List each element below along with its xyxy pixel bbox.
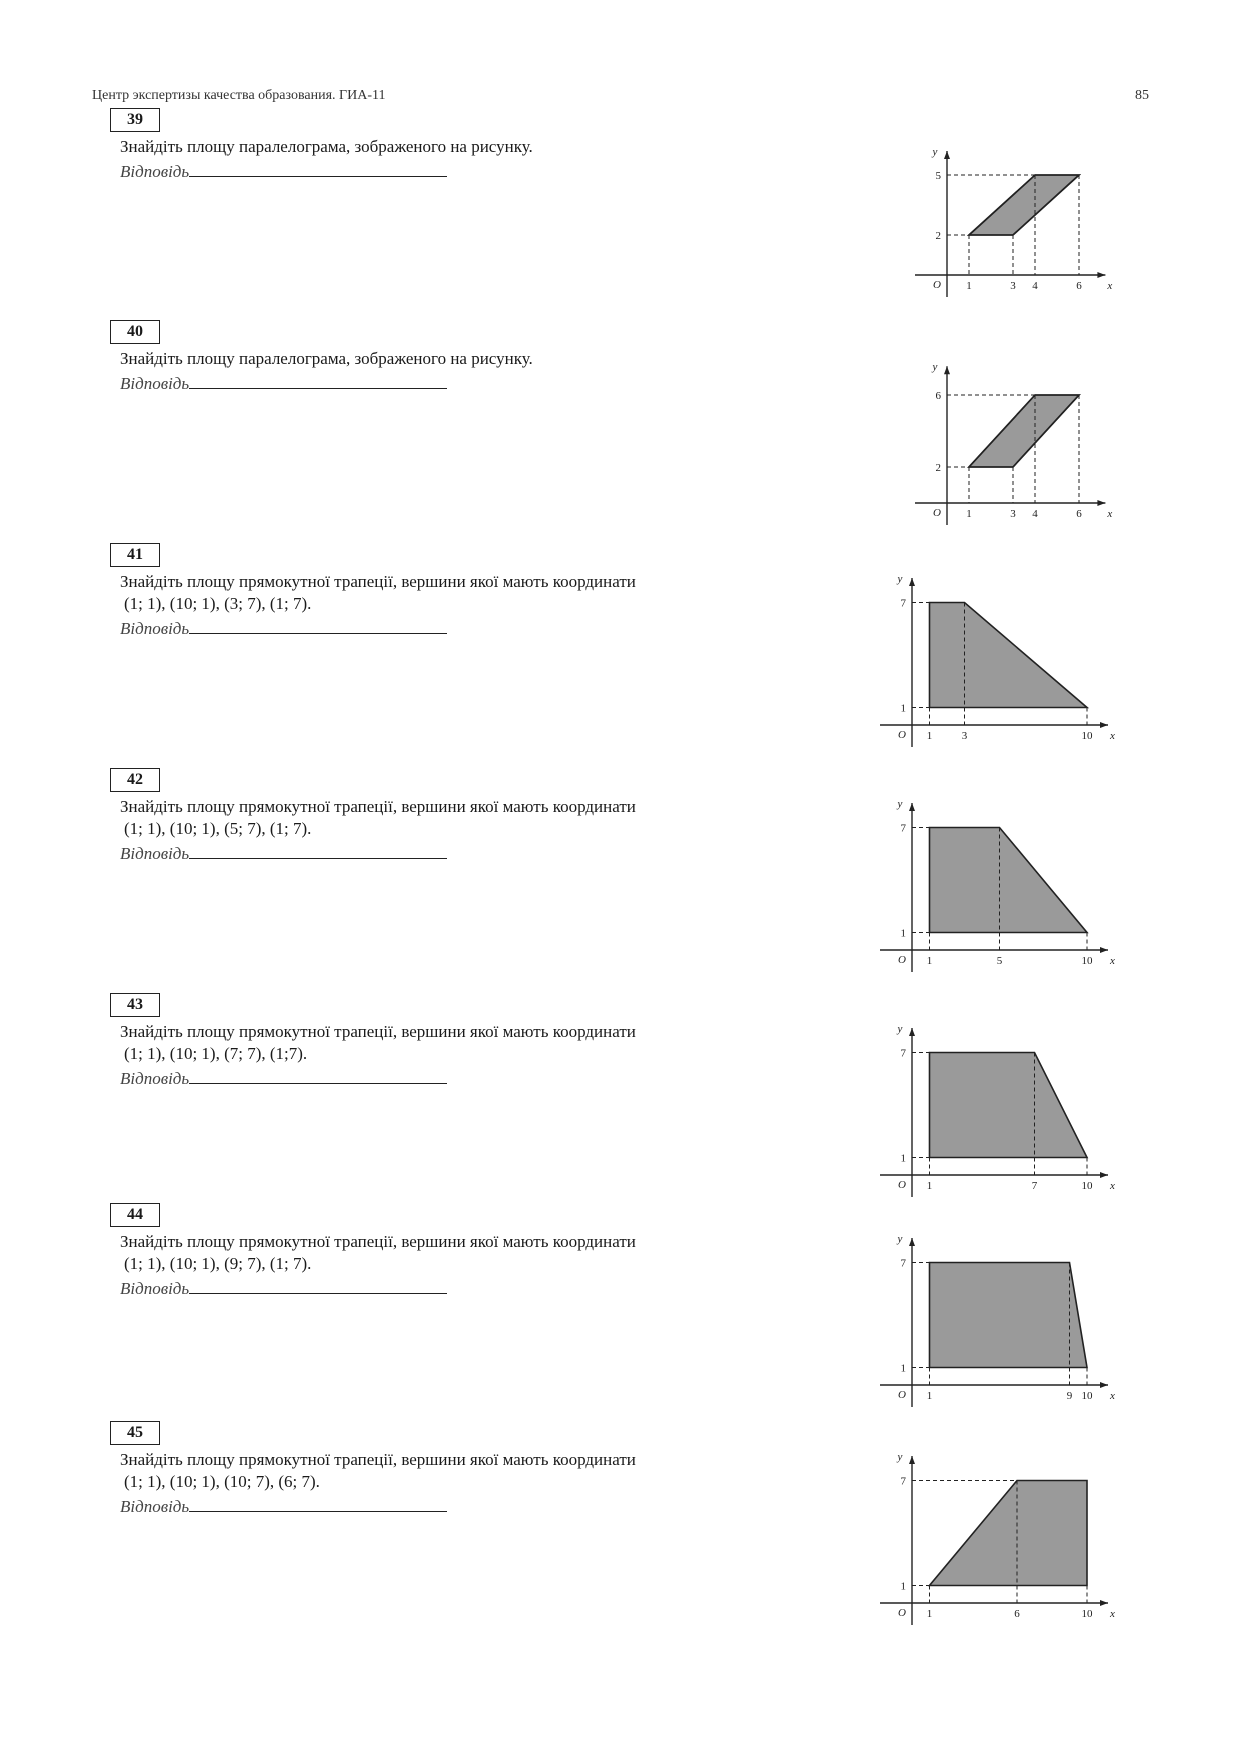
page-header-title: Центр экспертизы качества образования. ГИА-11 [92, 88, 386, 103]
figure-shape [969, 395, 1079, 467]
task-44 [110, 1203, 790, 1299]
prompt-line: Знайдіть площу прямокутної трапеції, вершини якої мають координати [120, 797, 636, 816]
task-prompt [120, 1449, 790, 1493]
answer-label: Відповідь [120, 844, 190, 863]
answer-row [120, 842, 790, 864]
x-tick-label: 1 [926, 730, 933, 742]
task-45 [110, 1421, 790, 1517]
prompt-line-2: (1; 1), (10; 1), (10; 7), (6; 7). [124, 1472, 320, 1491]
x-tick-label: 5 [996, 955, 1003, 967]
page-number: 85 [1135, 88, 1149, 103]
y-tick-label: 1 [900, 1580, 906, 1593]
figure-43 [870, 1015, 1125, 1205]
answer-row [120, 372, 790, 394]
task-prompt [120, 136, 790, 158]
prompt-line-2: (1; 1), (10; 1), (5; 7), (1; 7). [124, 819, 312, 838]
answer-row [120, 1277, 790, 1299]
origin-label: O [933, 279, 941, 291]
figure-45 [870, 1443, 1125, 1633]
task-40 [110, 320, 790, 394]
answer-row [120, 1495, 790, 1517]
y-tick-label: 2 [935, 462, 941, 474]
y-tick-label: 2 [935, 230, 941, 242]
x-axis-arrow [1097, 500, 1105, 506]
task-prompt [120, 571, 790, 615]
prompt-line: Знайдіть площу прямокутної трапеції, вершини якої мають координати [120, 572, 636, 591]
prompt-line-2: (1; 1), (10; 1), (7; 7), (1;7). [124, 1044, 308, 1063]
task-43 [110, 993, 790, 1089]
origin-label: O [898, 1389, 906, 1401]
y-tick-label: 7 [900, 1475, 906, 1488]
x-axis-arrow [1100, 1382, 1108, 1388]
answer-field[interactable] [189, 617, 447, 634]
figure-shape [930, 1263, 1088, 1368]
task-39 [110, 108, 790, 182]
figure-39 [905, 125, 1125, 300]
y-axis-label: y [897, 1451, 903, 1463]
answer-label: Відповідь [120, 1279, 190, 1298]
x-axis-label: x [1110, 1608, 1115, 1620]
x-axis-arrow [1100, 722, 1108, 728]
answer-field[interactable] [189, 160, 447, 177]
answer-field[interactable] [189, 372, 447, 389]
y-axis-arrow [909, 1238, 915, 1246]
x-axis-label: x [1107, 508, 1113, 520]
x-tick-label: 1 [966, 280, 972, 292]
y-axis-arrow [944, 366, 950, 374]
x-tick-label: 10 [1081, 1180, 1093, 1192]
answer-row [120, 160, 790, 182]
task-number: 44 [110, 1203, 160, 1227]
y-tick-label: 7 [900, 1257, 906, 1270]
x-tick-label: 10 [1081, 955, 1093, 967]
task-number: 45 [110, 1421, 160, 1445]
task-prompt [120, 1021, 790, 1065]
x-tick-label: 1 [926, 955, 933, 967]
y-tick-label: 1 [900, 927, 906, 940]
y-axis-label: y [897, 798, 903, 810]
x-axis-arrow [1100, 1600, 1108, 1606]
origin-label: O [898, 1607, 906, 1619]
x-tick-label: 3 [1010, 508, 1016, 520]
origin-label: O [898, 954, 906, 966]
x-tick-label: 3 [961, 730, 968, 742]
figure-shape [930, 603, 1088, 708]
x-tick-label: 10 [1081, 1390, 1093, 1402]
answer-label: Відповідь [120, 619, 190, 638]
y-axis-arrow [909, 1028, 915, 1036]
x-tick-label: 7 [1031, 1180, 1038, 1192]
prompt-line: Знайдіть площу паралелограма, зображеного на рисунку. [120, 137, 533, 156]
prompt-line: Знайдіть площу паралелограма, зображеного на рисунку. [120, 349, 533, 368]
prompt-line: Знайдіть площу прямокутної трапеції, вершини якої мають координати [120, 1022, 636, 1041]
prompt-line: Знайдіть площу прямокутної трапеції, вершини якої мають координати [120, 1232, 636, 1251]
x-tick-label: 1 [966, 508, 972, 520]
x-axis-label: x [1110, 955, 1115, 967]
figure-41 [870, 565, 1125, 755]
y-tick-label: 1 [900, 1152, 906, 1165]
figure-shape [930, 1053, 1088, 1158]
answer-field[interactable] [189, 1495, 447, 1512]
answer-field[interactable] [189, 1277, 447, 1294]
x-tick-label: 4 [1032, 280, 1038, 292]
task-prompt [120, 1231, 790, 1275]
x-axis-arrow [1097, 272, 1105, 278]
task-number: 43 [110, 993, 160, 1017]
figure-44 [870, 1225, 1125, 1415]
task-number: 42 [110, 768, 160, 792]
figure-42 [870, 790, 1125, 980]
y-tick-label: 1 [900, 1362, 906, 1375]
task-number: 40 [110, 320, 160, 344]
task-42 [110, 768, 790, 864]
answer-row [120, 617, 790, 639]
x-tick-label: 10 [1081, 730, 1093, 742]
y-tick-label: 7 [900, 822, 906, 835]
x-tick-label: 3 [1010, 280, 1016, 292]
y-tick-label: 5 [935, 170, 941, 182]
prompt-line: Знайдіть площу прямокутної трапеції, вершини якої мають координати [120, 1450, 636, 1469]
y-tick-label: 6 [935, 390, 941, 402]
answer-row [120, 1067, 790, 1089]
x-tick-label: 1 [926, 1390, 933, 1402]
answer-label: Відповідь [120, 374, 190, 393]
prompt-line-2: (1; 1), (10; 1), (3; 7), (1; 7). [124, 594, 312, 613]
figure-shape [930, 828, 1088, 933]
y-axis-label: y [932, 146, 938, 158]
x-tick-label: 9 [1066, 1390, 1073, 1402]
origin-label: O [933, 507, 941, 519]
answer-label: Відповідь [120, 162, 190, 181]
task-41 [110, 543, 790, 639]
y-axis-label: y [897, 573, 903, 585]
answer-field[interactable] [189, 842, 447, 859]
origin-label: O [898, 1179, 906, 1191]
y-tick-label: 1 [900, 702, 906, 715]
y-axis-label: y [897, 1023, 903, 1035]
answer-field[interactable] [189, 1067, 447, 1084]
task-prompt [120, 796, 790, 840]
x-axis-label: x [1110, 1180, 1115, 1192]
answer-label: Відповідь [120, 1497, 190, 1516]
task-number: 41 [110, 543, 160, 567]
x-axis-label: x [1110, 1390, 1115, 1402]
y-axis-label: y [897, 1233, 903, 1245]
x-tick-label: 10 [1081, 1608, 1093, 1620]
task-prompt [120, 348, 790, 370]
prompt-line-2: (1; 1), (10; 1), (9; 7), (1; 7). [124, 1254, 312, 1273]
x-tick-label: 1 [926, 1180, 933, 1192]
origin-label: O [898, 729, 906, 741]
figure-40 [905, 343, 1125, 528]
figure-shape [930, 1481, 1088, 1586]
x-tick-label: 6 [1076, 508, 1082, 520]
x-tick-label: 1 [926, 1608, 933, 1620]
x-tick-label: 6 [1014, 1608, 1020, 1620]
x-axis-label: x [1110, 730, 1115, 742]
x-axis-arrow [1100, 947, 1108, 953]
x-axis-label: x [1107, 280, 1113, 292]
y-axis-arrow [909, 578, 915, 586]
answer-label: Відповідь [120, 1069, 190, 1088]
task-number: 39 [110, 108, 160, 132]
y-axis-label: y [932, 361, 938, 374]
y-axis-arrow [909, 803, 915, 811]
y-axis-arrow [944, 151, 950, 159]
x-tick-label: 4 [1032, 508, 1038, 520]
y-tick-label: 7 [900, 597, 906, 610]
y-tick-label: 7 [900, 1047, 906, 1060]
y-axis-arrow [909, 1456, 915, 1464]
x-tick-label: 6 [1076, 280, 1082, 292]
x-axis-arrow [1100, 1172, 1108, 1178]
